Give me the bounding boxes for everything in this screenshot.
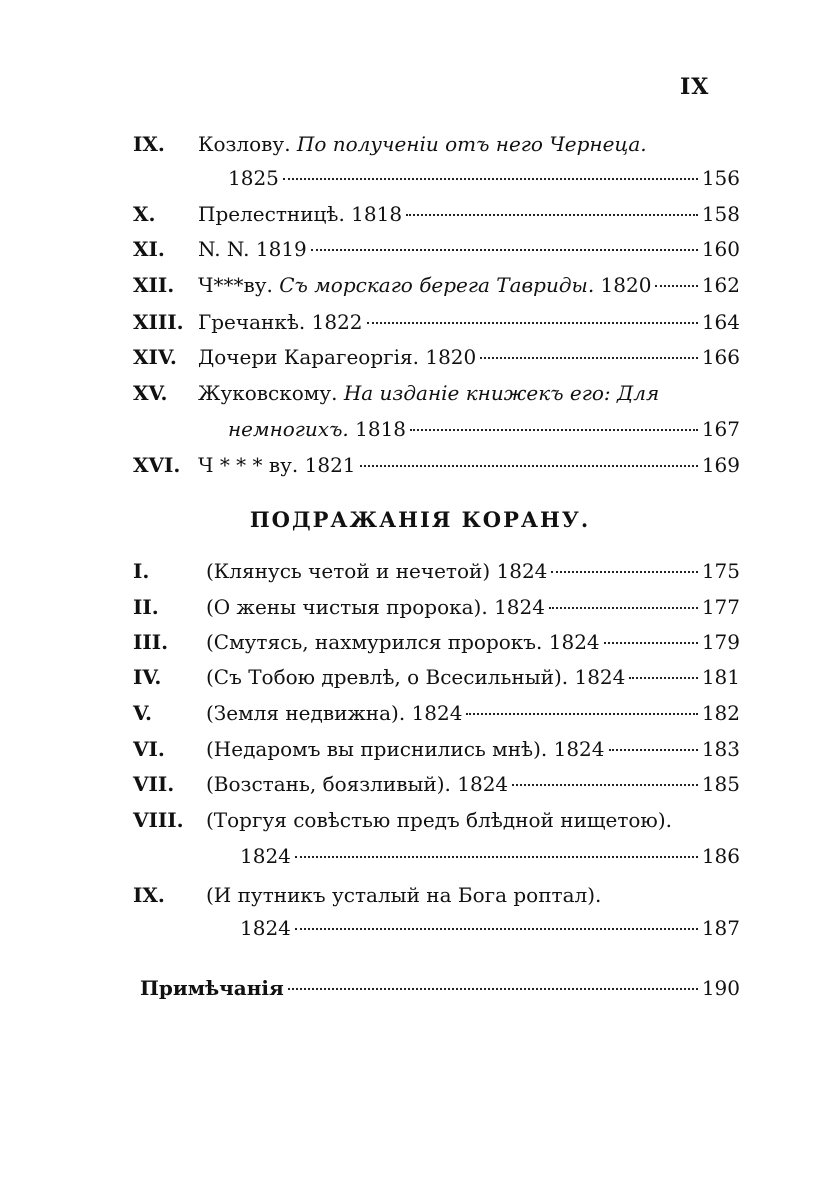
entry-title: Козлову. [198, 132, 291, 156]
entry-numeral: XIV. [133, 345, 177, 369]
entry-line [198, 304, 740, 340]
dot-leader [288, 987, 698, 990]
entry-page: 175 [701, 559, 740, 583]
dot-leader [609, 748, 698, 751]
page-number: IX [680, 74, 710, 100]
dot-leader [629, 676, 697, 679]
entry-page: 187 [701, 916, 740, 940]
entry-line [206, 695, 740, 731]
entry-line [140, 970, 740, 1006]
entry-numeral: VI. [133, 737, 165, 761]
toc-entry [0, 447, 840, 483]
entry-numeral: IX. [133, 883, 165, 907]
toc-entry [0, 802, 840, 838]
entry-title: (Недаромъ вы приснились мнѣ). 1824 [206, 737, 605, 761]
entry-page: 183 [701, 737, 740, 761]
toc-entry [0, 624, 840, 660]
entry-title: Дочери Карагеоргія. 1820 [198, 345, 477, 369]
entry-line [206, 731, 740, 767]
entry-title: N. N. 1819 [198, 237, 307, 261]
entry-title: Гречанкѣ. 1822 [198, 310, 363, 334]
entry-year: 1825 [228, 166, 279, 190]
entry-page: 164 [701, 310, 740, 334]
entry-line [228, 160, 740, 196]
entry-page: 158 [701, 202, 740, 226]
entry-page: 190 [701, 976, 740, 1000]
entry-line [240, 910, 740, 946]
dot-leader [360, 464, 698, 467]
dot-leader [480, 356, 698, 359]
entry-year: 1820 [600, 273, 652, 297]
notes-label: Примѣчанія [140, 976, 284, 1000]
entry-page: 156 [701, 166, 740, 190]
dot-leader [551, 570, 697, 573]
toc-entry [0, 553, 840, 589]
entry-year: 1818 [355, 417, 407, 441]
entry-title-italic: На изданіе книжекъ его: Для [343, 381, 660, 405]
entry-title-line [206, 877, 601, 913]
entry-page: 166 [701, 345, 740, 369]
dot-leader [295, 855, 698, 858]
dot-leader [512, 783, 698, 786]
entry-line [198, 231, 740, 267]
entry-numeral: XVI. [133, 453, 181, 477]
toc-entry [0, 304, 840, 340]
toc-entry [0, 231, 840, 267]
entry-line [206, 659, 740, 695]
entry-title: (Смутясь, нахмурился пророкъ. 1824 [206, 630, 600, 654]
dot-leader [604, 641, 698, 644]
entry-numeral: X. [133, 202, 156, 226]
toc-entry-continuation [0, 910, 840, 946]
entry-numeral: IX. [133, 132, 165, 156]
toc-entry [0, 375, 840, 411]
toc-entry [0, 339, 840, 375]
entry-numeral: XI. [133, 237, 165, 261]
entry-title: (Земля недвижна). 1824 [206, 701, 463, 725]
toc-entry [0, 267, 840, 303]
toc-entry [0, 731, 840, 767]
entry-line [206, 624, 740, 660]
entry-page: 182 [701, 701, 740, 725]
dot-leader [549, 606, 698, 609]
entry-title: (И путникъ усталый на Бога роптал). [206, 883, 602, 907]
toc-entry [0, 196, 840, 232]
toc-entry-continuation [0, 411, 840, 447]
entry-numeral: VII. [133, 772, 175, 796]
entry-line [206, 589, 740, 625]
section-heading: ПОДРАЖАНІЯ КОРАНУ. [249, 507, 591, 532]
entry-title: Прелестницѣ. 1818 [198, 202, 403, 226]
dot-leader [466, 712, 697, 715]
toc-entry-notes [0, 970, 840, 1006]
dot-leader [311, 248, 698, 251]
entry-line [228, 411, 740, 447]
dot-leader [367, 321, 698, 324]
entry-line [198, 339, 740, 375]
entry-title-italic: Съ морскаго берега Тавриды. [279, 273, 595, 297]
entry-page: 169 [701, 453, 740, 477]
dot-leader [406, 213, 698, 216]
entry-page: 179 [701, 630, 740, 654]
entry-title: (Клянусь четой и нечетой) 1824 [206, 559, 548, 583]
entry-title: (Съ Тобою древлѣ, о Всесильный). 1824 [206, 665, 626, 689]
entry-title: (Торгуя совѣстью предъ блѣдной нищетою). [206, 808, 673, 832]
entry-page: 177 [701, 595, 740, 619]
entry-line [206, 553, 740, 589]
entry-title-line [206, 802, 672, 838]
entry-numeral: XII. [133, 273, 175, 297]
entry-line [206, 766, 740, 802]
toc-entry [0, 877, 840, 913]
entry-title-line [198, 126, 647, 162]
toc-entry [0, 589, 840, 625]
entry-page: 185 [701, 772, 740, 796]
dot-leader [655, 284, 697, 287]
entry-title: (О жены чистыя пророка). 1824 [206, 595, 545, 619]
toc-entry [0, 695, 840, 731]
entry-year: 1824 [240, 844, 291, 868]
entry-title: (Возстань, боязливый). 1824 [206, 772, 509, 796]
entry-page: 186 [701, 844, 740, 868]
toc-entry-continuation [0, 160, 840, 196]
toc-entry [0, 659, 840, 695]
entry-line [240, 838, 740, 874]
entry-title-italic: немногихъ. [228, 417, 349, 441]
entry-numeral: XIII. [133, 310, 184, 334]
entry-line [198, 196, 740, 232]
entry-title: Жуковскому. [198, 381, 338, 405]
entry-line [198, 447, 740, 483]
toc-entry [0, 766, 840, 802]
entry-title-italic: По полученіи отъ него Чернеца. [296, 132, 647, 156]
dot-leader [295, 927, 698, 930]
entry-page: 167 [701, 417, 740, 441]
entry-page: 181 [701, 665, 740, 689]
entry-numeral: VIII. [133, 808, 184, 832]
entry-title: Ч * * * ву. 1821 [198, 453, 356, 477]
entry-numeral: V. [133, 701, 152, 725]
entry-year: 1824 [240, 916, 291, 940]
entry-numeral: I. [133, 559, 150, 583]
entry-numeral: III. [133, 630, 169, 654]
entry-title: Ч***ву. [198, 273, 273, 297]
dot-leader [410, 428, 698, 431]
dot-leader [283, 177, 698, 180]
entry-page: 160 [701, 237, 740, 261]
entry-page: 162 [701, 273, 740, 297]
entry-numeral: II. [133, 595, 159, 619]
entry-line [198, 267, 740, 303]
toc-entry-continuation [0, 838, 840, 874]
entry-numeral: IV. [133, 665, 162, 689]
entry-title-line [198, 375, 659, 411]
entry-numeral: XV. [133, 381, 168, 405]
toc-entry [0, 126, 840, 162]
